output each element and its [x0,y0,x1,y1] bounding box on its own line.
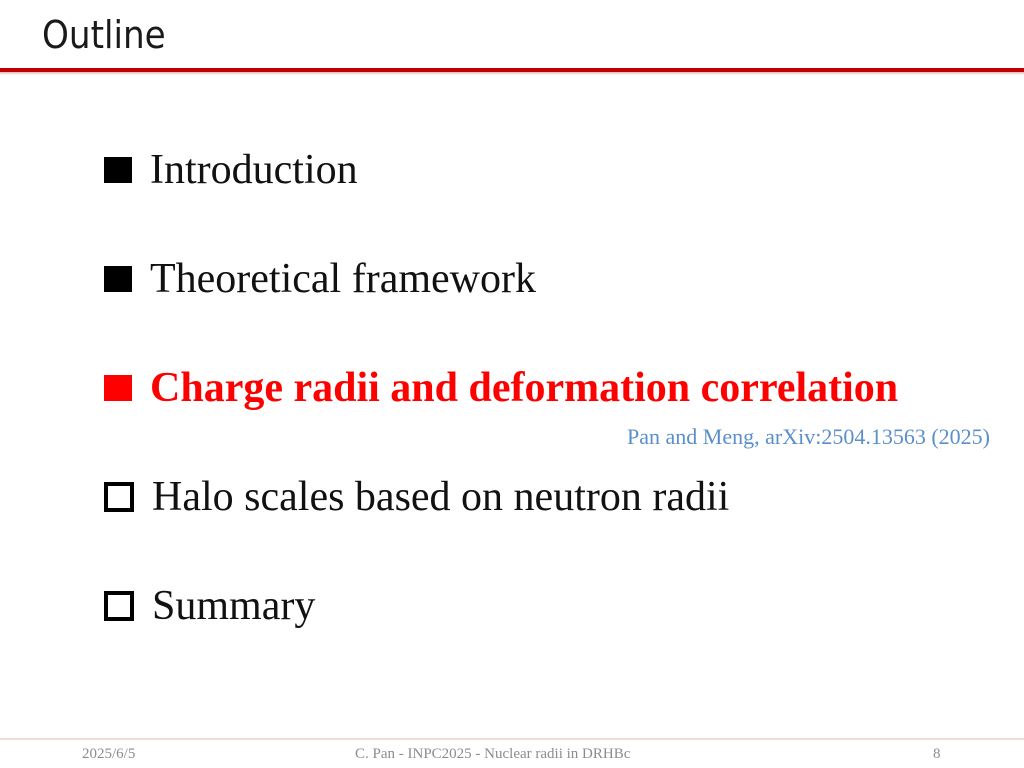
outline-item-halo-scales [104,473,729,521]
slide-title: Outline [42,13,166,57]
footer-date: 2025/6/5 [82,746,136,762]
outline-item-theoretical-framework [104,255,536,303]
outline-item-label: Theoretical framework [150,256,536,302]
footer-title: C. Pan - INPC2025 - Nuclear radii in DRHBc [355,746,631,762]
outline-item-label: Introduction [150,147,358,193]
outline-item-summary [104,582,315,630]
red-square-bullet-icon [104,375,132,401]
outline-item-label: Halo scales based on neutron radii [152,474,730,520]
outline-item-introduction [104,146,358,194]
outline-item-label: Summary [152,583,316,629]
footer-divider [0,738,1024,740]
outline-item-label: Charge radii and deformation correlation [150,365,899,411]
filled-square-bullet-icon [104,266,132,292]
filled-square-bullet-icon [104,157,132,183]
page-number: 8 [933,746,941,762]
title-divider-shadow [0,72,1024,75]
citation: Pan and Meng, arXiv:2504.13563 (2025) [627,424,990,449]
outline-item-charge-radii [104,364,898,412]
hollow-square-bullet-icon [104,482,134,512]
hollow-square-bullet-icon [104,591,134,621]
